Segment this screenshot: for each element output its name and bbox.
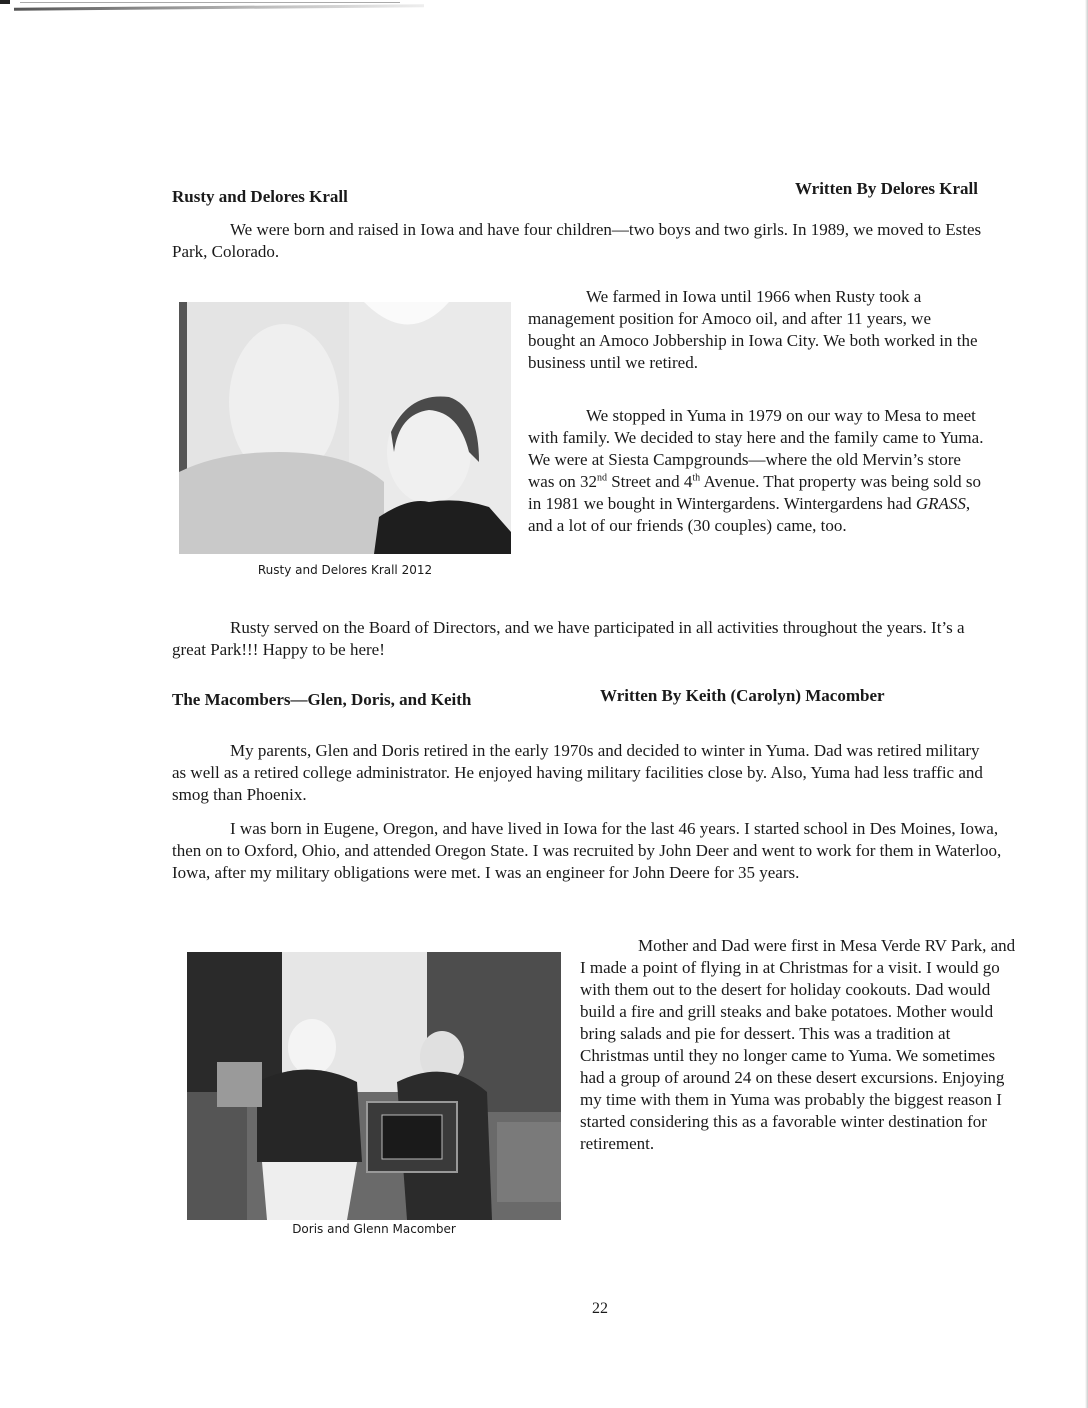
- paragraph-text: We stopped in Yuma in 1979 on our way to Mesa to meet with family. We decided to stay here and the family came to Yuma. We were at Siesta Campgrounds—where the old Mervin’s store was on 32: [528, 406, 984, 491]
- scan-corner-mark: [0, 0, 10, 4]
- ordinal-suffix: nd: [596, 472, 607, 484]
- scan-artifact-line: [20, 2, 400, 3]
- section-title: Rusty and Delores Krall: [172, 187, 348, 206]
- paragraph: We farmed in Iowa until 1966 when Rusty took a management position for Amoco oil, and after 11 years, we bought an Amoco Jobbership in Iowa City. We both worked in the business until we retired.: [528, 287, 978, 372]
- photo-krall-image: [179, 302, 511, 554]
- photo-caption: Rusty and Delores Krall 2012: [257, 563, 433, 577]
- section-byline: Written By Keith (Carolyn) Macomber: [600, 686, 885, 705]
- section-title: The Macombers—Glen, Doris, and Keith: [172, 690, 472, 709]
- scan-artifact-line: [14, 4, 424, 11]
- paragraph-text: Avenue. That property was being sold so in 1981 we bought in Wintergardens. Wintergardens had: [528, 472, 981, 513]
- photo-macomber-image: [187, 952, 561, 1220]
- photo-macomber: [187, 952, 561, 1220]
- paragraph: My parents, Glen and Doris retired in the early 1970s and decided to winter in Yuma. Dad was retired military as well as a retired college administrator. He enjoyed having military facilities close by. Also, Yuma had less traffic and smog than Phoenix.: [172, 741, 983, 804]
- paragraph: Rusty served on the Board of Directors, and we have participated in all activities throughout the years. It’s a great Park!!! Happy to be here!: [172, 618, 965, 659]
- paragraph-text: Street and 4: [606, 472, 693, 491]
- paragraph: [528, 405, 986, 537]
- photo-krall: [179, 302, 511, 554]
- page-number: 22: [592, 1300, 608, 1317]
- paragraph: We were born and raised in Iowa and have four children—two boys and two girls. In 1989, we moved to Estes Park, Colorado.: [172, 220, 982, 261]
- paragraph-text: , and a lot of our friends (30 couples) came, too.: [528, 494, 971, 535]
- section-byline: Written By Delores Krall: [794, 179, 978, 198]
- ordinal-suffix: th: [692, 472, 701, 484]
- paragraph: I was born in Eugene, Oregon, and have lived in Iowa for the last 46 years. I started school in Des Moines, Iowa, then on to Oxford, Ohio, and attended Oregon State. I was recruited by John Deer and went to work for them in Waterloo, Iowa, after my military obligations were met. I was an engineer for John Deere for 35 years.: [172, 819, 1002, 882]
- paragraph: Mother and Dad were first in Mesa Verde RV Park, and I made a point of flying in at Christmas for a visit. I would go with them out to the desert for holiday cookouts. Dad would build a fire and grill steaks and bake potatoes. Mother would bring salads and pie for dessert. This was a tradition at Christmas until they no longer came to Yuma. We sometimes had a group of around 24 on these desert excursions. Enjoying my time with them in Yuma was probably the biggest reason I started considering this as a favorable winter destination for retirement.: [580, 936, 1016, 1153]
- emphasis-text: GRASS: [915, 494, 966, 513]
- photo-caption: Doris and Glenn Macomber: [292, 1222, 456, 1236]
